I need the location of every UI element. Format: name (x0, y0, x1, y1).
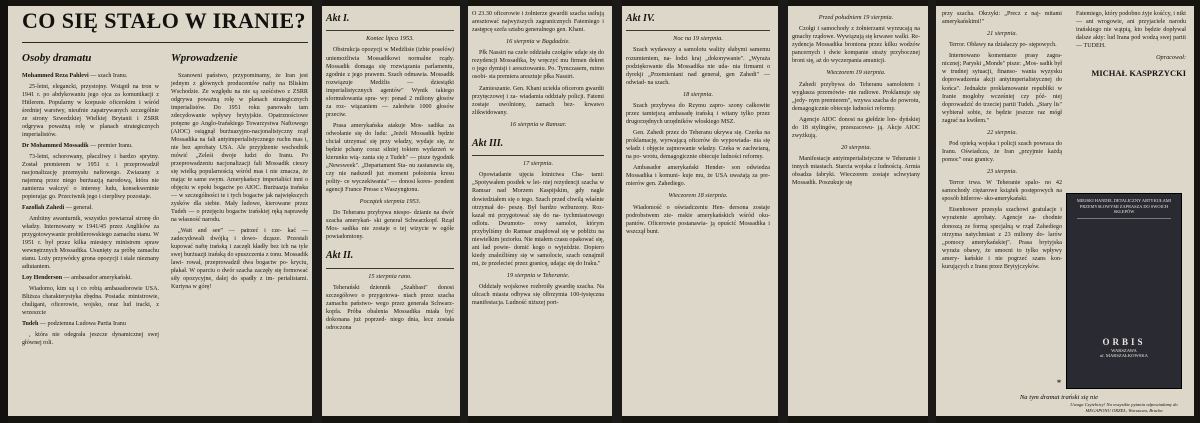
column-gutter-5 (928, 0, 936, 423)
act-title: Akt III. (472, 137, 504, 149)
act-title: Akt II. (326, 250, 354, 262)
column-gutter-1 (312, 0, 322, 423)
act-dateline: 15 sierpnia rano. (368, 272, 412, 280)
intro-heading: Wprowadzenie (171, 52, 238, 64)
closing-line: Na tym dramat irański się nie (1019, 394, 1099, 401)
cast-body: Wiadomo, kim są i co robią ambasadorowie USA. Bliższa charakterystyka zbędna. Posiada: ministrowie, chuligani, oficerowie, wojsko, oraz lud iracki, z wrzeszcie (22, 286, 159, 317)
fragment-text: Zamieszanie. Gen. Khani uciekła oficerom gwardii przytęczowej i za- wiadamia oddziały policji. Fatemi zostaje uwolniony, zamach bez- krwawo zlikwidowany. (472, 85, 604, 116)
act-paragraph: Prasa amerykańska atakuje Mos- sadika za odwołanie się do ludu: „Jeżeli Mossadik będzie chciał utrzymać się przy władzy, wydaje się, że będzie pchany coraz silniej tokiem wydarzeń w kierunku wią- zania się z Tudeh" — pisze tygodnik „Newsweek". „Departament Sta- nu zastanawia się, czy nie nadszedł już moment położenia kresu polity- ce wyczekiwania" — donosi kores- pondent agencji France Presse z Waszyngtonu. (326, 122, 454, 194)
act-divider (326, 30, 454, 31)
fragment-dateline: 16 sierpnia w Ramsar. (509, 120, 567, 128)
ending-text: Fatemiego, który podobno żyje kośćcy, i nikt — ani wrogowie, ani przyjaciele narodu irańskiego nie wątpią, kto będzie dopływał dalsze akty: lud Irana pod wodzą swej partii — TUDEH. (1076, 11, 1186, 50)
intro-paragraph: Szanowni państwo, przypominamy, że Iran jest jednym z głównych producentów nafty na Bliskim Wschodzie. Ze względu na nie są sześćstwo z ZSRR odgrywa poważną rolę w planach strategicznych imperialistów. Do 1951 roku panowało tam zdecydowanie wpływy brytyjskie. Opatrznościowe potęzne go Anglo-Irańskiego Towarzystwa Naftowego (AIOC) osiągnął burżuazyjno-nacjonalistyczny rząd Mossadika na fali antyimperialistycznego ruchu mas i, nie bez aprobaty USA. Ale przyjdzenie wschodnik mówić „Zeleśi dwoje ludzi do Iranu. Po przeprowadzeniu nacjonalizacji fali Mossadik cieszy się wielką popularnością wśród mas i nie zmacza, że mając te same swym. Amerykańscy imperialiści inni o objęciu w epoki bogactw po AIOC. Burżuazja irańska — w szczególności te i tych bogactw jak największych zysków dla siebie. Mały ludowe, kierowane przez Tudeh — o przejęciu bogactw irańskiej ręką naprawdę na własność narodu. (171, 72, 308, 224)
page-title: CO SIĘ STAŁO W IRANIE? (22, 8, 306, 33)
fragment-dateline: Wieczorem 18 sierpnia. (668, 192, 728, 200)
cast-name: Tudeh (22, 321, 39, 328)
fragment-dateline: Wieczorem 19 sierpnia. (826, 69, 886, 77)
cast-entry (22, 320, 159, 328)
act-title: Akt IV. (626, 13, 655, 24)
fragment-text: O 23.30 oficerowie i żołnierze gwardii szacha usiłują aresztować najwyższych zagranicznych Fatemiego i zastępcę szefa sztabu generalnego gen. Khani. (472, 11, 604, 34)
cast-name: Mohammed Reza Pahlevi (22, 72, 89, 79)
fragment-text: Wiadomość o oświadczeniu Hen- dersona zostaje podrobstwem zie- mskie amerykańskich wśród oku- pantów. Oficerowie postanawia- ją opuścić Mossadika i wszczął bunt. (626, 204, 770, 235)
column-chronology-two (792, 10, 920, 190)
act-subdateline: Początek sierpnia 1953. (359, 198, 421, 206)
cast-body: , która nie odegrała jeszcze dynamicznej swej głównej roli. (22, 332, 159, 347)
cast-role: — generał. (65, 204, 93, 211)
fragment-text: Terror trwa. W Teheranie spalo- no 42 samochody ciężarowe książek postępowych na sposób hitlerow- sko-amerykański. (942, 180, 1062, 203)
star-separator: * (1056, 378, 1062, 388)
ad-city: WARSZAWA (1111, 347, 1137, 353)
column-act-one (326, 10, 454, 335)
column-chronology-three (942, 10, 1062, 274)
cast-role: — ambasador amerykański. (63, 275, 132, 282)
fragment-dateline: 18 sierpnia. (682, 90, 714, 98)
act-dateline: Koniec lipca 1953. (366, 35, 414, 43)
fragment-dateline: Przed południem 19 sierpnia. (818, 14, 894, 21)
fragment-text: Czołgi i samochody z żołnierzami wyrzucają na gmachy rządowe. Wywiązują się krwawe walki. Re- zydencja Mossadika broniona przez kilku wodzów pancernych i dwie kompanie straży przybocznej broni się, aż do wyczerpania amunicji. (792, 26, 920, 65)
closing-block (944, 370, 1174, 401)
cast-role: — podziemna Ludowa Partia Iranu (39, 321, 126, 328)
cast-entry (22, 274, 159, 282)
dramatis-personae-column (22, 51, 159, 350)
act-paragraph: Opowiadanie ujęcia lotnictwa Cha- tami: „Spotywałem posiłek w let- niej rezydencji szacha w Ramsar nad Morzem Kaspijskim, gdy nagle dowiedziałem się o tego. Szach przed chwilą właśnie otrzymał de- peszę. Był bardzo wzburzony. Roz- kazał mi przygotować się do na- tychmiastowego odlotu. Dwumoto- rowy samolot, którym przybyliśmy do Ramsar znajdował się w pobliżu na niewielkim jeziorku. Nie miałem czasu opakować się, ani ład powie- domić kogo o wyjeździe. Dopiero kiedy znaleźliśmy się w samolocie, szach oznajmił mi, że przelecieć przez granicę, udając się do Iraku." (472, 172, 604, 267)
act-paragraph: Do Teheranu przybywa niespo- dzianie na dwór szacha amerykań- ski generał Schwarzkopf. Rząd Mos- sadika nie zostaje o tej wizycie w ogóle powiadomiony. (326, 210, 454, 241)
act-title: Akt I. (326, 13, 350, 24)
cast-entry (22, 204, 159, 212)
fragment-text: Eisenhower przesyła szachowi gratulacje i wyrażenie aprobaty. Agencje za- chodnie donoszą ze formą specjalną w rząd Zahediego otrzyma natychmiast z 23 miliony do- larów „pomocy amerykańskiej". Prasa brytyjska wyraża obawy, że umocni to tylko wpływy amery- kańskie i nie pogrzeć szans kon- kurujących z Iranu przez Brytyjczyków. (942, 207, 1062, 270)
fragment-text: Manifestacje antyimperialistyczne w Teheranie i innych miastach. Starcia wojska z ludnością. Armia obsadza fabryki. Wieczorem zostaje schwytany Mossadik. Poszukuje się (792, 156, 920, 187)
ad-top-text: MIEJSKI HANDEL DETALICZNY ARTYKUŁAMI PRZEMYSŁOWYMI ZAPRASZA DO SWOICH SKLEPÓW (1076, 198, 1172, 214)
fragment-dateline: 20 sierpnia. (840, 143, 872, 151)
title-divider (22, 42, 308, 43)
ad-divider (1077, 218, 1171, 219)
fragment-dateline: 23 sierpnia. (986, 168, 1018, 176)
right-edge (1194, 0, 1200, 423)
cast-role: — szach Iranu. (90, 72, 128, 79)
act-dateline: 17 sierpnia. (522, 160, 554, 168)
fragment-text: Szach przybywa do Rzymu zapro- szony całkowite przez tamtejszą ambasadę irańską i witany tylko przez drugorzędnych urzędników włoskiego MSZ. (626, 102, 770, 125)
fragment-text: Internowano komentarze prasy zagra- nicznej; Paryski „Monde" pisze: „Mos- sadik był w trudnej sytuacji, finanso- wania wyzysku doprowadzenia akcji antyimperialistycznej do końca". Jednakże proklamowanie republiki w Iranie mogłoby wcześniej czy póź- niej doprowadzić do trzeciej partii Tudeh. „Stary lis" wybierał sobie, że będzie jeszcze raz mógł zagrać na kwiłem." (942, 53, 1062, 124)
fragment-text: Ambasador amerykański Hender- son odwiedza Mossadika i komuni- kuje mu, że USA uważają za pre- mierów gen. Zahediego. (626, 165, 770, 188)
column-act-four (626, 10, 770, 239)
fragment-dateline: 21 sierpnia. (986, 30, 1018, 38)
act-dateline: Noc na 19 sierpnia. (673, 35, 723, 43)
cast-entry (22, 72, 159, 80)
fragment-text: Gen. Zahedi przez do Teheranu ukrywa się. Czerka na proklamację, wyrwającą oficerów do wypowiada- nia się władz i objęcie zajmowanie władzy. Czeka w zachwianą, na po- wrotu, demagogicznie obiecuje ludności reformy. (626, 130, 770, 161)
column-gutter-3 (612, 0, 622, 423)
act-subdateline: 19 sierpnia w Teheranie. (506, 271, 570, 279)
act-paragraph: Szach wydawszy a samolotu waliży słabymi samemu rozumieniem, na- lodzi kraj „dokonywanie". „Wyraża podziękowanie dla Mossadika nie uda- nia firmami o dyrekji „Przemieniani nad generał, gen Zahedi" — odwiad- na szach. (626, 47, 770, 86)
cast-name: Dr Mohammed Mossadik (22, 142, 89, 149)
cast-role: — premier Iranu. (90, 142, 133, 149)
cast-entry (22, 142, 159, 150)
advertisement[interactable] (1066, 193, 1182, 389)
fragment-text: Pod opieką wojska i policji szach powraca do Iranu. Oświadcza, że Iran „przyjmie każdą pomoc" oraz granicy. (942, 140, 1062, 164)
fragment-text: Terror. Obławy na działaczy po- stępowych. (949, 42, 1057, 49)
column-headline-block (22, 10, 308, 350)
cast-name: Loy Henderson (22, 275, 63, 282)
prepared-by-label: Opracował: (1156, 54, 1186, 62)
act-divider (626, 30, 770, 31)
dramatis-heading: Osoby dramatu (22, 52, 92, 64)
column-gutter-4 (778, 0, 788, 423)
fragment-dateline: 22 sierpnia. (986, 128, 1018, 136)
act-paragraph: Obstrukcja opozycji w Medżlisie (izbie poselów) uniemożliwia Mossadikowi normalne rządy. Mossadik domaga się rozwiązania parlamentu, zgodnie z jego prawem. Szach odmawia. Mossadik rozwiązuje Medżlis — dziesiątki imperialistycznych agentów" Wynik takiego sformułowania spra- wy: ponad 2 miliony głosów za roz- wiązaniem — zaledwie 1000 głosów przeciw. (326, 47, 454, 118)
fragment-dateline: 16 sierpnia w Bagdadzie. (505, 38, 571, 46)
column-gutter-2 (460, 0, 468, 423)
fragment-text: Agencje AIOC donosi na giełdzie lon- dyńskiej do 18 stylingów, przeszacowu- ją. Akcje AIOC zwyżkują. (792, 116, 920, 139)
cast-name: Fazollah Zahedi (22, 204, 65, 211)
ad-street: ul. MARSZAŁKOWSKA (1100, 353, 1148, 359)
column-ending (1076, 10, 1186, 80)
act-paragraph: Oddziały wojskowe rozbroiły gwardię szacha. Na ulicach miasta odbywa się olbrzymia 100-tysięczna manifestacja. Ludność niższej port- (472, 284, 604, 307)
fragment-text: przy szacha. Okrzyki: „Precz z naj- mitami amerykańskimi!" (942, 11, 1062, 26)
act-paragraph: Teherański dziennik „Szahbast" donosi szczegółowo o przygotowa- niach przez szacha zamachu państwo- wego przez generała Schwarz- kopfa. Próba obalenia Mossadika miała być dokonana już poprzed- niego dnia, lecz została odroczona (326, 284, 454, 332)
act-divider (326, 268, 454, 269)
author-signature: MICHAŁ KASPRZYCKI (1091, 68, 1186, 79)
reader-note: Uwaga Czytelnicy! Na wszystkie pytania odpowiadamy do MEGAPONU ORZEŁ, Warszawa, Bracka (1070, 402, 1178, 413)
bottom-edge (0, 416, 1200, 423)
cast-body: 73-letni, schorowany, płaczliwy i bardzo sprytny. Został premierem w 1951 r. i przeprowadził nacjonalizację przemysłu naftowego. Zwiazany z najemną przez niego burżuazją narodową, która nie zamierza walczyć o interesy ludu, konsekwentnie popierając go. Przeciwnik jego i cierpliwy pozostaje. (22, 153, 159, 200)
left-edge (0, 0, 8, 423)
introduction-column (171, 51, 308, 350)
top-edge (0, 0, 1200, 6)
ad-brand: ORBIS (1102, 336, 1146, 347)
fragment-text: Płk Nassiri na czele oddziału czołgów udaje się do rezydencji Mossadika, by wręczyć mu firmen dekret o jego dymisji i aresztowaniu. Po. Tymczasem, mimo osobi- sta premiera aresztuje płka Nassiri. (472, 50, 604, 81)
fragment-text: Zahedi przybywa do Teheranu samolotem i wygłasza przemówie- nie radiowe. Proklamuje się „jedy- nym premierem", wzywa szacha do powrotu, demagogicznie obiecuje ludności reformy. (792, 81, 920, 112)
column-chronology-one (472, 10, 604, 310)
intro-paragraph: „Wait and see” — patrzeć i cze- kać — zadecydowali dwójką i dowo- dząsze. Przestali kupować naftę irańską i zaczęli kładły bez ich na tyle swej burżuazji irańską do spuszczenia z tonu. Mossadik lawi- rował, przeprowadził dwa bogactw po- kryciu, płakał. W oparciu o dwór szacha zaczęły się formować siły opozycyjne, dalej do spadły z im- perialistami. Kurtyna w górę! (171, 228, 308, 291)
cast-body: 25-letni, elegancki, przystojny. Wstąpił na tron w 1941 r. po abdykowaniu jego ojca za komunikacji z Hitlerem. Popularny w korpusie oficerskim i wśród średniej warstwy, nieufnie zapatrywanych szczególnie ze strony Szwedzkiej Wielkiej Brytanii i ZSRR odgrywa poważną rolę w planach strategicznych imperialistów. (22, 83, 159, 138)
cast-body: Ambitny awanturnik, wszystko powtarzał stronę do władzy. Internowany w 1941/45 przez Anglików za przygotowywanie prohitlerowskiego zamachu stanu. W 1951 r. był przez kilka miesięcy ministrem spraw wewnętrznych Mossadika. Usunięty za próbę zamachu stanu. Loży przywódcy grona opozycji i stale nieznany adiutantem. (22, 216, 159, 271)
act-divider (472, 155, 604, 156)
